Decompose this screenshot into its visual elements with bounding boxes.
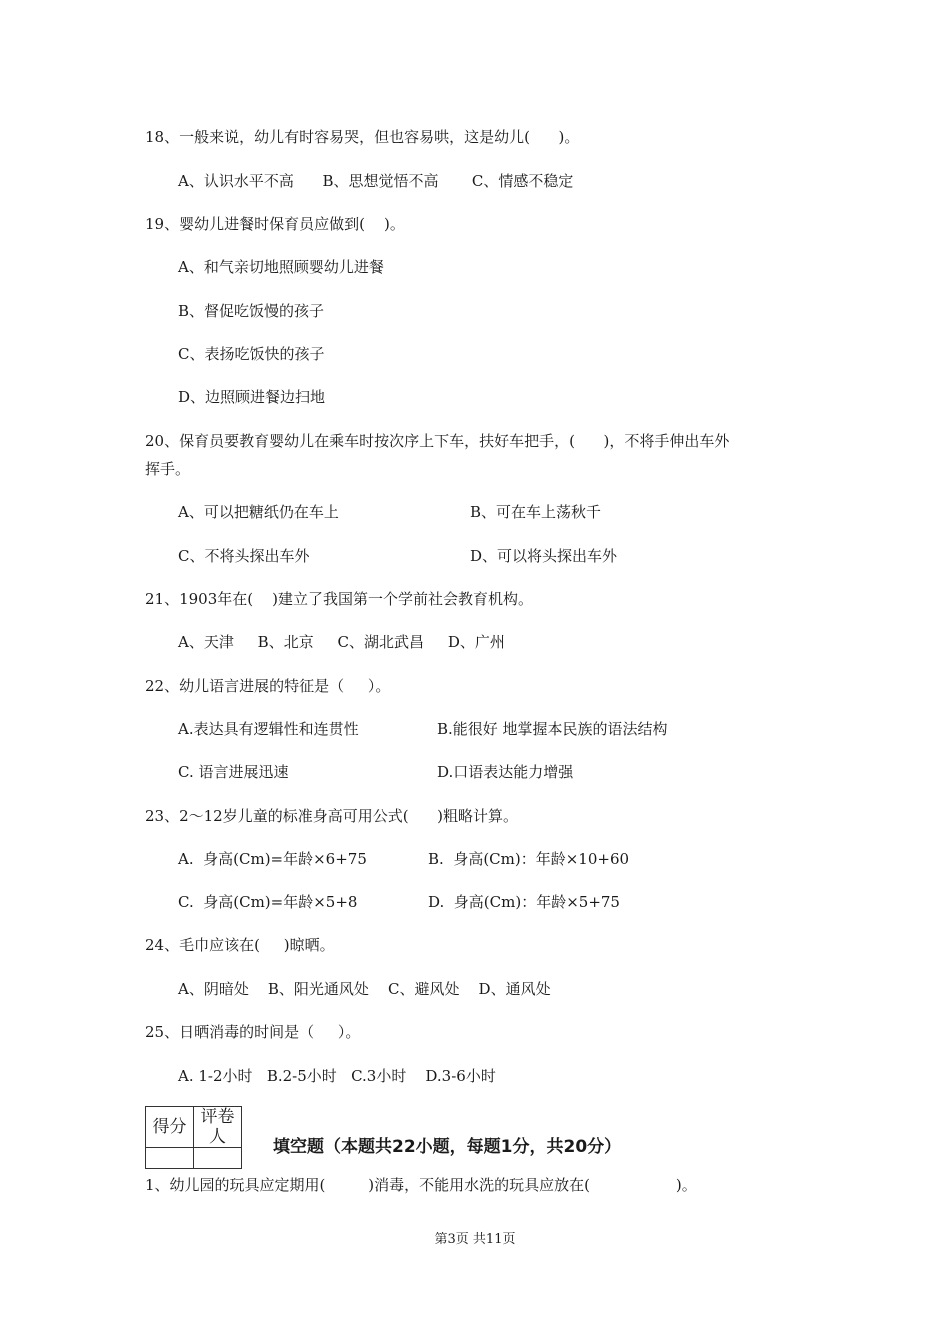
question-23-option-a: A. 身高(Cm)=年龄×6+75 [178,850,367,868]
question-18-stem: 18、一般来说，幼儿有时容易哭，但也容易哄，这是幼儿( )。 [145,128,580,146]
page-footer: 第3页 共11页 [434,1232,516,1247]
question-21-stem: 21、1903年在( )建立了我国第一个学前社会教育机构。 [145,590,534,608]
question-21-options: A、天津 B、北京 C、湖北武昌 D、广州 [178,633,505,651]
question-18-options: A、认识水平不高 B、思想觉悟不高 C、情感不稳定 [178,172,574,190]
question-19-option-a: A、和气亲切地照顾婴幼儿进餐 [178,258,384,276]
question-23-stem: 23、2～12岁儿童的标准身高可用公式( )粗略计算。 [145,807,519,825]
question-22-option-a: A.表达具有逻辑性和连贯性 [178,720,359,738]
question-22-option-d: D.口语表达能力增强 [437,763,574,781]
question-22-option-c: C. 语言进展迅速 [178,763,289,781]
question-23-option-b: B. 身高(Cm)：年龄×10+60 [428,850,630,868]
question-23-option-c: C. 身高(Cm)=年龄×5+8 [178,893,358,911]
question-20-option-d: D、可以将头探出车外 [470,547,618,565]
question-20-stem: 20、保育员要教育婴幼儿在乘车时按次序上下车，扶好车把手，( )，不将手伸出车外 [145,432,730,450]
question-25-options: A. 1-2小时 B.2-5小时 C.3小时 D.3-6小时 [178,1067,496,1085]
question-19-option-d: D、边照顾进餐边扫地 [178,388,326,406]
question-23-option-d: D. 身高(Cm)：年龄×5+75 [428,893,620,911]
grader-cell[interactable] [194,1148,242,1169]
score-table [145,1106,242,1169]
fill-blank-question-1: 1、幼儿园的玩具应定期用( )消毒，不能用水洗的玩具应放在( )。 [145,1176,697,1194]
question-20-option-c: C、不将头探出车外 [178,547,310,565]
question-22-stem: 22、幼儿语言进展的特征是（ ）。 [145,677,391,695]
score-label: 得分 [146,1107,194,1148]
question-25-stem: 25、日晒消毒的时间是（ ）。 [145,1023,361,1041]
question-24-options: A、阴暗处 B、阳光通风处 C、避风处 D、通风处 [178,980,551,998]
question-20-stem-cont: 挥手。 [145,460,191,478]
question-20-option-a: A、可以把糖纸仍在车上 [178,503,339,521]
grader-label: 评卷人 [194,1107,242,1148]
question-19-option-c: C、表扬吃饭快的孩子 [178,345,325,363]
score-cell[interactable] [146,1148,194,1169]
question-22-option-b: B.能很好 地掌握本民族的语法结构 [437,720,668,738]
question-19-stem: 19、婴幼儿进餐时保育员应做到( )。 [145,215,405,233]
section-title: 填空题（本题共22小题，每题1分，共20分） [273,1137,622,1157]
question-20-option-b: B、可在车上荡秋千 [470,503,602,521]
question-24-stem: 24、毛巾应该在( )晾晒。 [145,936,335,954]
question-19-option-b: B、督促吃饭慢的孩子 [178,302,325,320]
